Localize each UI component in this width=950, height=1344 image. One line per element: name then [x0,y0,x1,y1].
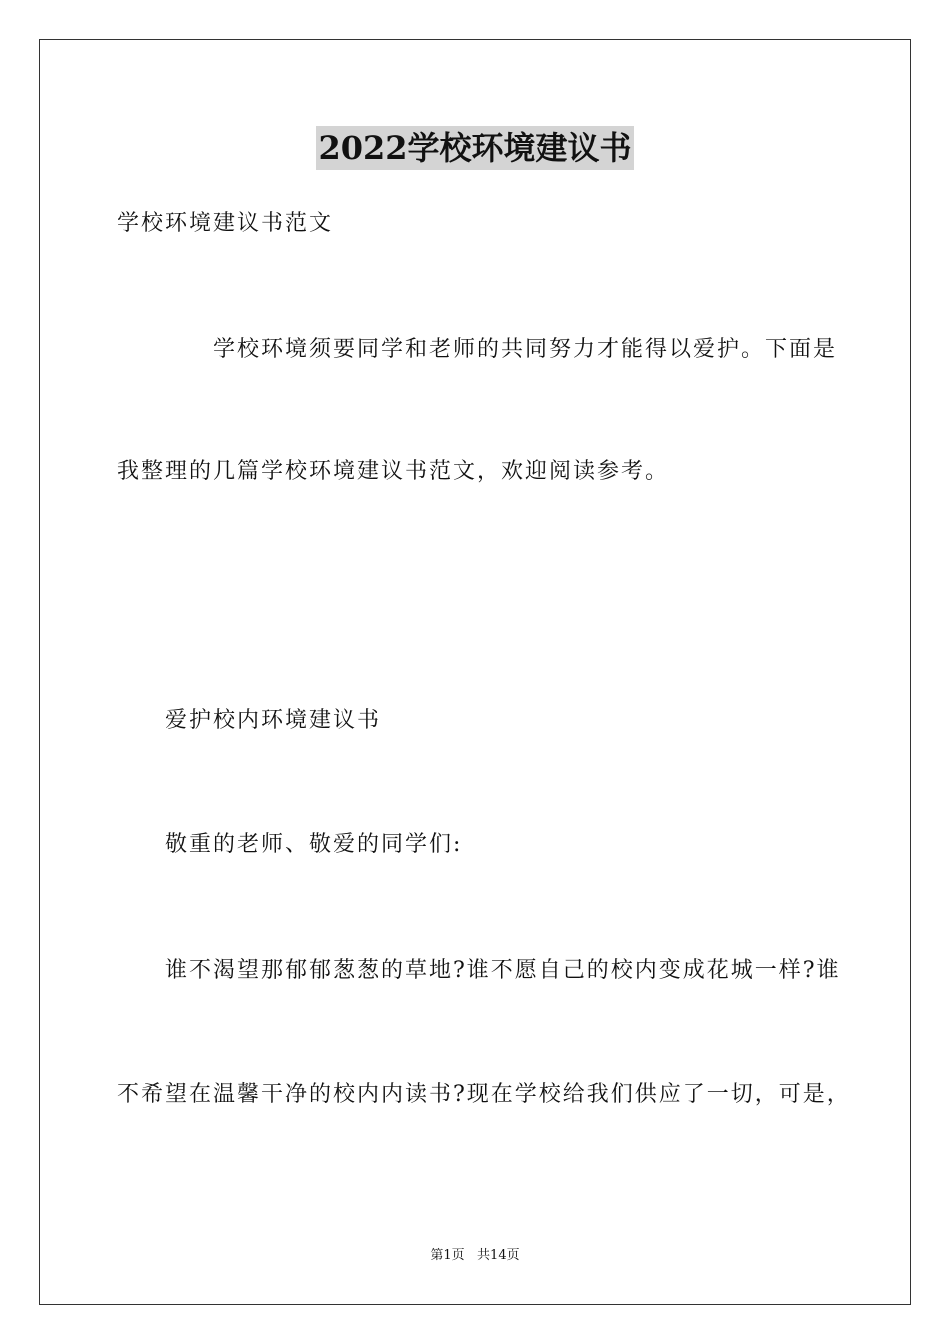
intro-paragraph-line-2: 我整理的几篇学校环境建议书范文，欢迎阅读参考。 [117,459,670,484]
title-container [0,126,950,170]
document-title: 2022学校环境建议书 [316,126,633,170]
body-paragraph-line-2: 不希望在温馨干净的校内内读书?现在学校给我们供应了一切，可是， [117,1082,851,1107]
document-subtitle: 学校环境建议书范文 [117,211,334,236]
greeting: 敬重的老师、敬爱的同学们: [165,832,463,857]
intro-paragraph-line-1: 学校环境须要同学和老师的共同努力才能得以爱护。下面是 [213,337,838,362]
section-heading: 爱护校内环境建议书 [165,708,382,733]
body-paragraph-line-1: 谁不渴望那郁郁葱葱的草地?谁不愿自己的校内变成花城一样?谁 [165,958,841,983]
page-footer: 第1页 共14页 [430,1248,520,1263]
